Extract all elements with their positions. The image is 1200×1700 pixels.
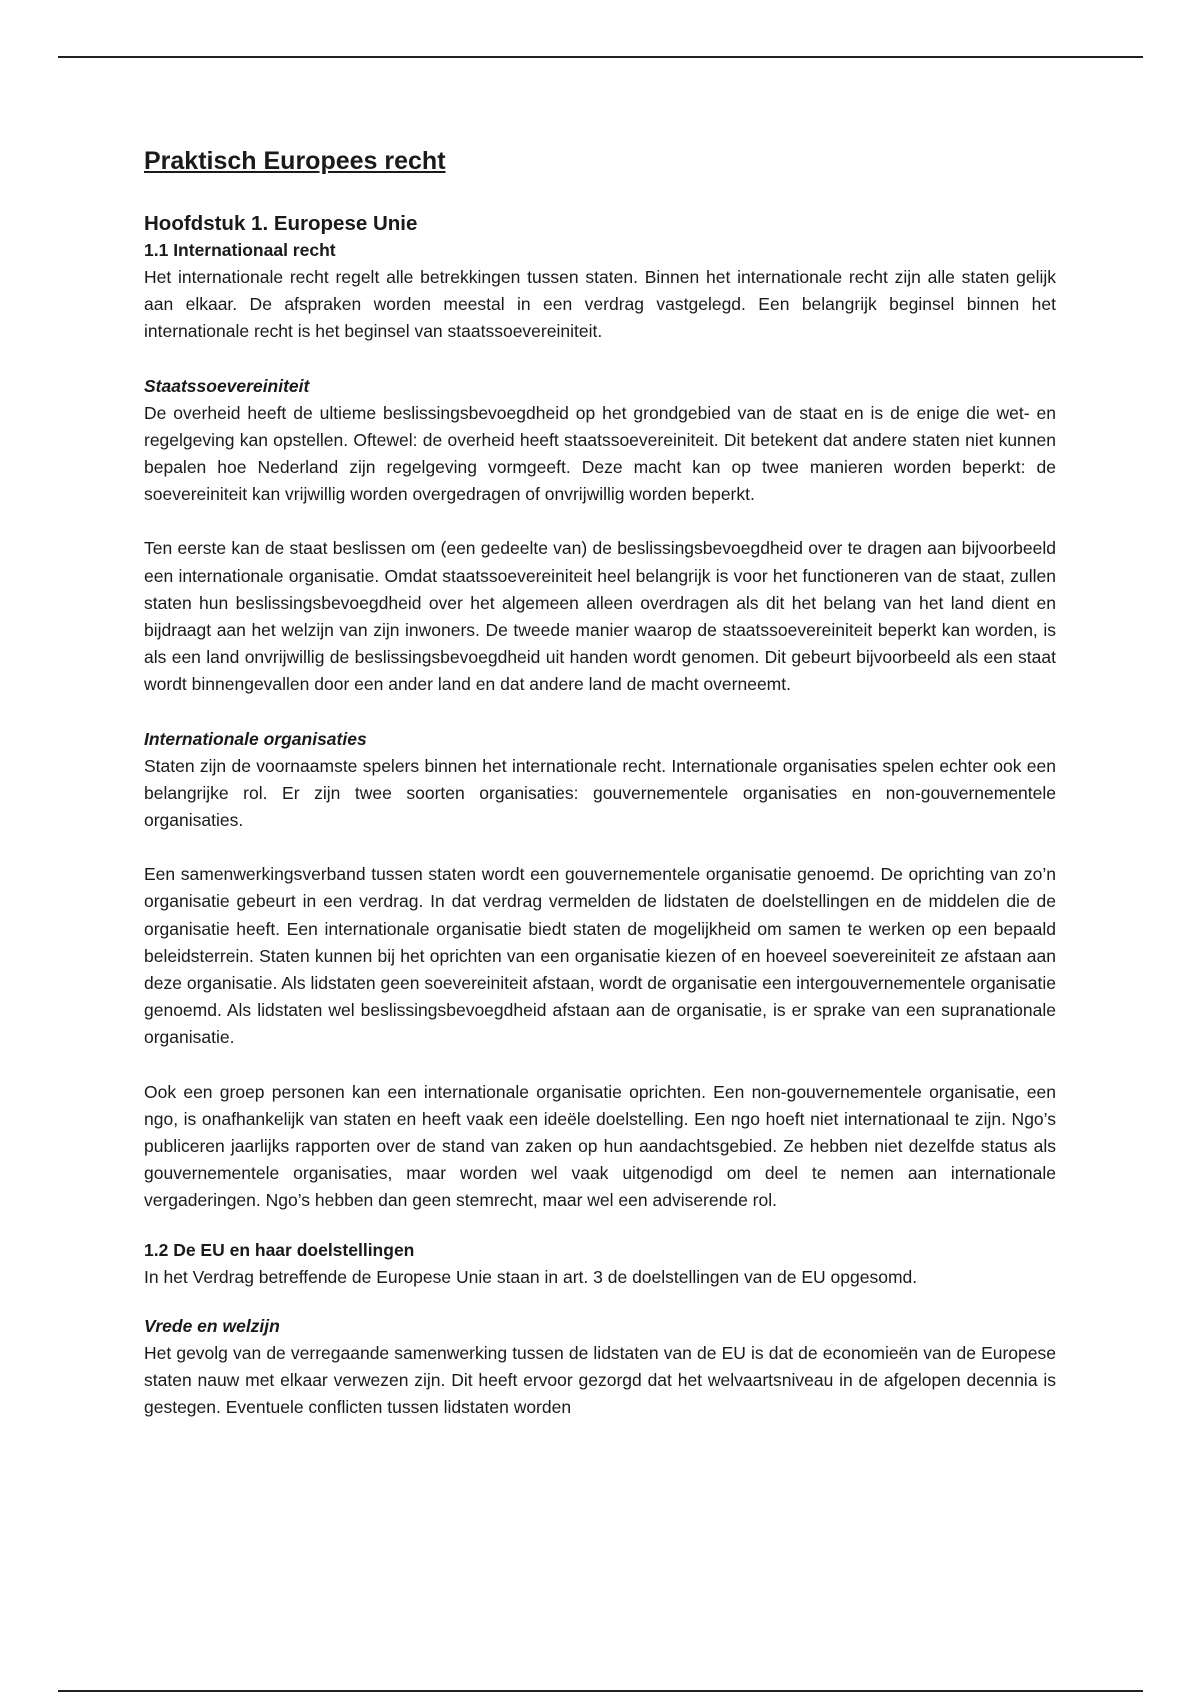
- top-divider-line: [58, 56, 1143, 58]
- paragraph-organisaties-3: Ook een groep personen kan een internationale organisatie oprichten. Een non-gouvernementele organisatie, een ngo, is onafhankelijk van staten en heeft vaak een ideële doelstelling. Een ngo hoeft niet internationaal te zijn. Ngo’s publiceren jaarlijks rapporten over de stand van zaken op hun aandachtsgebied. Ze hebben niet dezelfde status als gouvernementele organisaties, maar worden wel vaak uitgenodigd om deel te nemen aan internationale vergaderingen. Ngo’s hebben dan geen stemrecht, maar wel een adviserende rol.: [144, 1081, 1056, 1211]
- paragraph-organisaties-2: Een samenwerkingsverband tussen staten wordt een gouvernementele organisatie genoemd. De oprichting van zo’n organisatie gebeurt in een verdrag. In dat verdrag vermelden de lidstaten de doelstellingen en de middelen die de organisatie heeft. Een internationale organisatie biedt staten de mogelijkheid om samen te werken op een bepaald beleidsterrein. Staten kunnen bij het oprichten van een organisatie kiezen of en hoeveel soevereiniteit ze afstaan aan deze organisatie. Als lidstaten geen soevereiniteit afstaan, wordt de organisatie een intergouvernementele organisatie genoemd. Als lidstaten wel beslissingsbevoegdheid afstaan aan de organisatie, is er sprake van een supranationale organisatie.: [144, 864, 1056, 1048]
- document-body: [144, 143, 1056, 1422]
- paragraph-intro-1-1: Het internationale recht regelt alle betrekkingen tussen staten. Binnen het internationale recht zijn alle staten gelijk aan elkaar. De afspraken worden meestal in een verdrag vastgelegd. Een belangrijk beginsel binnen het internationale recht is het beginsel van staatssoevereiniteit.: [144, 267, 1056, 342]
- section-heading-1-2: 1.2 De EU en haar doelstellingen: [144, 1239, 415, 1260]
- paragraph-staatssoevereiniteit-2: Ten eerste kan de staat beslissen om (een gedeelte van) de beslissingsbevoegdheid over te dragen aan bijvoorbeeld een internationale organisatie. Omdat staatssoevereiniteit heel belangrijk is voor het functioneren van de staat, zullen staten hun beslissingsbevoegdheid over het algemeen alleen overdragen als dit het belang van het land dient en bijdraagt aan het welzijn van zijn inwoners. De tweede manier waarop de staatssoevereiniteit beperkt kan worden, is als een land onvrijwillig de beslissingsbevoegdheid uit handen wordt genomen. Dit gebeurt bijvoorbeeld als een staat wordt binnengevallen door een ander land en dat andere land de macht overneemt.: [144, 538, 1056, 695]
- subheading-staatssoevereiniteit: Staatssoevereiniteit: [144, 375, 310, 396]
- paragraph-organisaties-1: Staten zijn de voornaamste spelers binnen het internationale recht. Internationale organisaties spelen echter ook een belangrijke rol. Er zijn twee soorten organisaties: gouvernementele organisaties en non-gouvernementele organisaties.: [144, 755, 1056, 831]
- subheading-vrede-en-welzijn: Vrede en welzijn: [144, 1315, 280, 1336]
- paragraph-staatssoevereiniteit-1: De overheid heeft de ultieme beslissingsbevoegdheid op het grondgebied van de staat en is de enige die wet- en regelgeving kan opstellen. Oftewel: de overheid heeft staatssoevereiniteit. Dit betekent dat andere staten niet kunnen bepalen hoe Nederland zijn regelgeving vormgeeft. Deze macht kan op twee manieren worden beperkt: de soevereiniteit kan vrijwillig worden overgedragen of onvrijwillig worden beperkt.: [144, 402, 1056, 505]
- section-heading-1-1: 1.1 Internationaal recht: [144, 240, 336, 260]
- bottom-divider-line: [58, 1690, 1143, 1692]
- document-title: Praktisch Europees recht: [144, 147, 446, 175]
- paragraph-intro-1-2: In het Verdrag betreffende de Europese Unie staan in art. 3 de doelstellingen van de EU opgesomd.: [144, 1266, 918, 1287]
- paragraph-vrede-en-welzijn-1: Het gevolg van de verregaande samenwerking tussen de lidstaten van de EU is dat de economieën van de Europese staten nauw met elkaar verwezen zijn. Dit heeft ervoor gezorgd dat het welvaartsniveau in de afgelopen decennia is gestegen. Eventuele conflicten tussen lidstaten worden: [144, 1342, 1056, 1418]
- subheading-internationale-organisaties: Internationale organisaties: [144, 728, 367, 749]
- chapter-heading: Hoofdstuk 1. Europese Unie: [144, 212, 418, 235]
